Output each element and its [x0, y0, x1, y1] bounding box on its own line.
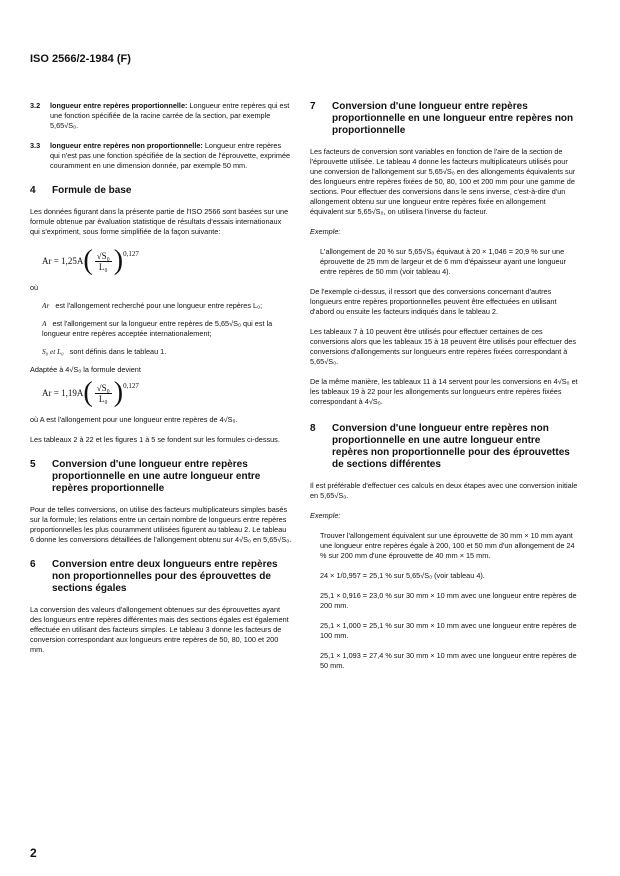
paragraph: Les données figurant dans la présente partie de l'ISO 2566 sont basées sur une formule obtenue par évaluation statistique de résultats d'essais internationaux qui s'expriment, sous forme simplifiée de la façon suivante:	[30, 207, 289, 236]
calculation-line: 25,1 × 1,000 = 25,1 % sur 30 mm × 10 mm avec une longueur entre repères de 100 mm.	[320, 621, 577, 640]
where-label: où	[30, 283, 39, 292]
section-6-heading: 6 Conversion entre deux longueurs entre repères non proportionnelles pour des éprouvettes de sections égales	[30, 559, 278, 594]
definition-a: A est l'allongement sur la longueur entre repères de 5,65√S₀ qui est la longueur entre repères acceptée internationalement;	[42, 319, 273, 338]
calculation-line: 25,1 × 0,916 = 23,0 % sur 30 mm × 10 mm avec une longueur entre repères de 200 mm.	[320, 591, 577, 610]
example-text: Trouver l'allongement équivalent sur une éprouvette de 30 mm × 10 mm ayant une longueur entre repères égale à 200, 100 et 50 mm d'un allongement de 24 % sur 200 mm d'une éprouvette de 40 mm × 15 mm.	[320, 531, 575, 560]
paragraph: Les facteurs de conversion sont variables en fonction de l'aire de la section de l'éprouvette utilisée. Le tableau 4 donne les facteurs multiplicateurs utilisés pour une conversion de l'allongement sur 5,65√S₀ en des allongements équivalents sur des longueurs entre repères fixées de 50, 80, 100 et 200 mm pour une gamme de sections. Pour effectuer des conversions dans le sens inverse, c'est-à-dire d'un allongement obtenu sur une longueur entre repères fixée en allongement équivalent sur 5,65√S₀, on utilisera l'inverse du facteur.	[310, 147, 576, 216]
paragraph: De l'exemple ci-dessus, il ressort que des conversions concernant d'autres longueurs entre repères proportionnelles peuvent être effectuées en utilisant d'abord ou ensuite les facteurs indiqués dans le tableau 2.	[310, 287, 557, 316]
paragraph: Adaptée à 4√S₀ la formule devient	[30, 365, 141, 374]
section-8-heading: 8 Conversion d'une longueur entre repères non proportionnelle en une autre longueur entre repères non proportionnelle pour des éprouvettes de sections différentes	[310, 423, 570, 470]
paragraph: Les tableaux 2 à 22 et les figures 1 à 5 se fondent sur les formules ci-dessus.	[30, 435, 280, 444]
clause-3-3	[30, 141, 292, 171]
calculation-line: 25,1 × 1,093 = 27,4 % sur 30 mm × 10 mm avec une longueur entre repères de 50 mm.	[320, 651, 577, 670]
clause-term: longueur entre repères proportionnelle:	[50, 101, 188, 110]
definition-ar: Ar est l'allongement recherché pour une longueur entre repères L₀;	[42, 301, 263, 310]
clause-number: 3.2	[30, 101, 41, 110]
clause-number: 3.3	[30, 141, 41, 150]
clause-definition: Longueur entre repères qui est une fonction spécifiée de la racine carrée de la section, par exemple 5,65√S₀.	[50, 101, 290, 130]
paragraph: Pour de telles conversions, on utilise des facteurs multiplicateurs simples basés sur la formule; les relations entre un certain nombre de longueurs entre repères proportionnelles les plus couramment utilisées figurent au tableau 2. Le tableau 6 donne les conversions détaillées de l'allongement obtenu sur 4√S₀ en 5,65√S₀.	[30, 505, 292, 544]
paragraph: Les tableaux 7 à 10 peuvent être utilisés pour effectuer certaines de ces conversions alors que les tableaux 15 à 18 peuvent être utilisés pour effectuer des conversions d'allongements sur longueurs entre repères fixées correspondant à 5,65√S₀.	[310, 327, 576, 366]
right-column	[310, 101, 578, 681]
clause-term: longueur entre repères non proportionnelle:	[50, 141, 203, 150]
left-column	[30, 101, 292, 665]
calculation-line: 24 × 1/0,957 = 25,1 % sur 5,65√S₀ (voir tableau 4).	[320, 571, 485, 580]
paragraph: De la même manière, les tableaux 11 à 14 servent pour les conversions en 4√S₀ et les tableaux 19 à 22 pour les allongements sur longueurs entre repères fixées correspondant à 4√S₀.	[310, 377, 578, 406]
section-4-heading: 4 Formule de base	[30, 185, 132, 196]
example-label: Exemple:	[310, 227, 341, 236]
page-number: 2	[30, 846, 37, 860]
section-7-heading: 7 Conversion d'une longueur entre repères proportionnelle en une longueur entre repères non proportionnelle	[310, 101, 574, 136]
section-5-heading: 5 Conversion d'une longueur entre repères proportionnelle en une autre longueur entre repères proportionnelle	[30, 459, 261, 494]
standard-header: ISO 2566/2-1984 (F)	[30, 53, 131, 65]
clause-3-2	[30, 101, 292, 131]
definition-s0-l0: S₀ et L₀ sont définis dans le tableau 1.	[42, 347, 167, 356]
example-label: Exemple:	[310, 511, 341, 520]
formula-basic: Ar = 1,25A ( $\frac{\text{√S₀}}{\text{L₀}}$ ) 0,127	[42, 245, 139, 276]
paragraph: où A est l'allongement pour une longueur entre repères de 4√S₀.	[30, 415, 238, 424]
example-text: L'allongement de 20 % sur 5,65√S₀ équivaut à 20 × 1,046 = 20,9 % sur une éprouvette de 25 mm de largeur et de 6 mm d'épaisseur ayant une longueur entre repères de 50 mm (voir tableau 4).	[320, 247, 566, 276]
formula-adapted: Ar = 1,19A ( $\frac{\text{√S₀}}{\text{L₀}}$ ) 0,127	[42, 377, 139, 408]
paragraph: Il est préférable d'effectuer ces calculs en deux étapes avec une conversion initiale en 5,65√S₀.	[310, 481, 578, 500]
paragraph: La conversion des valeurs d'allongement obtenues sur des éprouvettes ayant des longueurs entre repères différentes mais des sections égales est également effectuée en utilisant des facteurs simples. Le tableau 3 donne les facteurs de conversion correspondant aux longueurs entre repères de 50, 80, 100 et 200 mm.	[30, 605, 289, 654]
clause-definition: Longueur entre repères qui n'est pas une fonction spécifiée de la section de l'éprouvette, exprimée couramment en une dimension donnée, par exemple 50 mm.	[50, 141, 291, 170]
